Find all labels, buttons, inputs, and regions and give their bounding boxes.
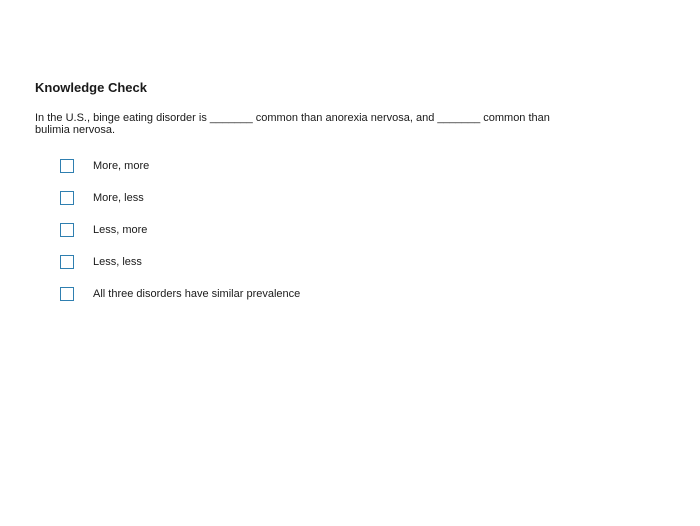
quiz-title: Knowledge Check (35, 80, 147, 95)
answer-options (35, 158, 595, 302)
option-label: Less, more (93, 224, 148, 236)
answer-option-similar-prevalence[interactable] (60, 286, 595, 302)
checkbox[interactable] (60, 159, 74, 173)
option-label: More, less (93, 192, 144, 204)
answer-option-less-less[interactable] (60, 254, 595, 270)
knowledge-check (35, 80, 595, 318)
answer-option-more-more[interactable] (60, 158, 595, 174)
checkbox[interactable] (60, 223, 74, 237)
checkbox[interactable] (60, 255, 74, 269)
checkbox[interactable] (60, 191, 74, 205)
option-label: All three disorders have similar prevalence (93, 288, 301, 300)
answer-option-less-more[interactable] (60, 222, 595, 238)
question-text: In the U.S., binge eating disorder is _______ common than anorexia nervosa, and _______ common than bulimia nervosa. (35, 112, 550, 136)
option-label: More, more (93, 160, 150, 172)
option-label: Less, less (93, 256, 142, 268)
checkbox[interactable] (60, 287, 74, 301)
answer-option-more-less[interactable] (60, 190, 595, 206)
